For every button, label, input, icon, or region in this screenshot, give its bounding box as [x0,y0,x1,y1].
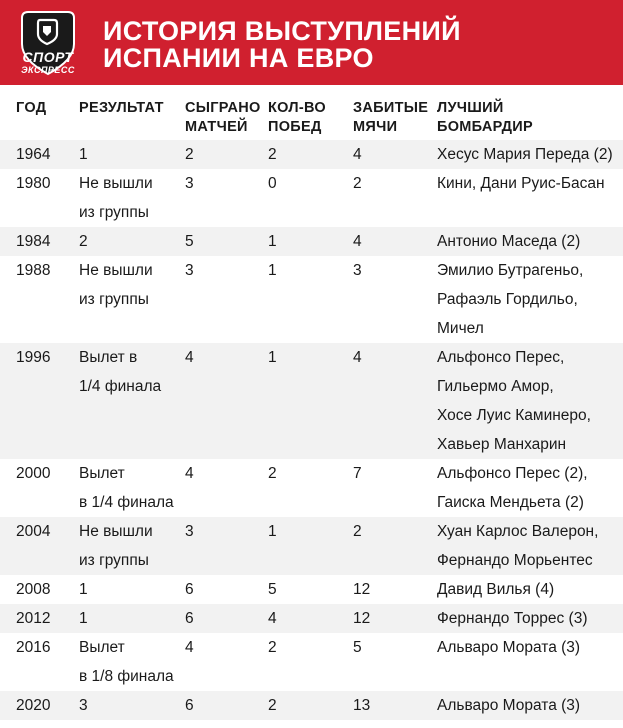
cell-year: 1964 [16,146,51,163]
cell-goals: 12 [353,581,371,598]
cell-goals: 4 [353,233,362,250]
cell-top-scorer-line: Антонио Маседа (2) [437,233,581,250]
table-row [0,256,623,343]
cell-matches-played: 6 [185,610,194,627]
cell-year: 1988 [16,262,51,279]
cell-top-scorer [437,633,580,662]
cell-goals: 7 [353,465,362,482]
cell-wins: 1 [268,523,277,540]
cell-goals: 2 [353,175,362,192]
cell-year: 2008 [16,581,51,598]
cell-top-scorer [437,169,605,198]
cell-result-line: 1 [79,610,88,627]
cell-result [79,169,153,227]
logo-text-sport: СПОРТ [22,49,74,65]
cell-top-scorer-line: Эмилио Бутрагеньо, [437,262,584,279]
cell-top-scorer-line: Альфонсо Перес (2), [437,465,588,482]
column-header-line: РЕЗУЛЬТАТ [79,100,164,116]
cell-wins: 1 [268,349,277,366]
cell-matches-played: 3 [185,262,194,279]
cell-result-line: Не вышли [79,262,153,279]
cell-result [79,140,88,169]
cell-top-scorer [437,575,554,604]
cell-result-line: из группы [79,552,149,569]
cell-result-line: в 1/4 финала [79,494,174,511]
cell-top-scorer [437,256,583,343]
table-row [0,575,623,604]
cell-result-line: 1 [79,581,88,598]
cell-top-scorer-line: Рафаэль Гордильо, [437,291,578,308]
cell-matches-played: 4 [185,465,194,482]
cell-wins: 4 [268,610,277,627]
cell-matches-played: 3 [185,175,194,192]
cell-top-scorer-line: Фернандо Торрес (3) [437,610,588,627]
column-header-played [185,99,261,137]
header-banner [0,0,623,85]
cell-top-scorer [437,227,580,256]
cell-result-line: Не вышли [79,175,153,192]
cell-matches-played: 4 [185,639,194,656]
cell-wins: 0 [268,175,277,192]
cell-result-line: в 1/8 финала [79,668,174,685]
table-row [0,140,623,169]
column-header-line: СЫГРАНО [185,100,261,116]
cell-top-scorer-line: Хесус Мария Переда (2) [437,146,613,163]
cell-top-scorer-line: Давид Вилья (4) [437,581,555,598]
table-row [0,691,623,720]
column-header-line: МАТЧЕЙ [185,119,248,135]
column-header-result [79,99,164,118]
cell-goals: 13 [353,697,371,714]
cell-year: 2004 [16,523,51,540]
table-row [0,343,623,459]
cell-wins: 1 [268,262,277,279]
cell-goals: 5 [353,639,362,656]
column-header-wins [268,99,326,137]
cell-result-line: из группы [79,204,149,221]
table-body [0,140,623,720]
cell-result [79,633,174,691]
cell-top-scorer-line: Кини, Дани Руис-Басан [437,175,605,192]
cell-result-line: 1 [79,146,88,163]
cell-matches-played: 5 [185,233,194,250]
column-header-line: ЛУЧШИЙ [437,100,504,116]
cell-top-scorer-line: Альваро Мората (3) [437,639,581,656]
cell-result [79,575,88,604]
cell-matches-played: 6 [185,581,194,598]
cell-wins: 2 [268,465,277,482]
cell-result [79,691,88,720]
cell-top-scorer-line: Хавьер Манхарин [437,436,567,453]
cell-result-line: Вылет [79,639,125,656]
page-title [103,18,461,72]
cell-result-line: 3 [79,697,88,714]
column-header-line: БОМБАРДИР [437,119,534,135]
cell-top-scorer-line: Хосе Луис Каминеро, [437,407,591,424]
cell-top-scorer-line: Гильермо Амор, [437,378,554,395]
table-row [0,604,623,633]
cell-result [79,459,174,517]
cell-top-scorer-line: Гаиска Мендьета (2) [437,494,584,511]
cell-wins: 2 [268,697,277,714]
cell-matches-played: 3 [185,523,194,540]
cell-year: 2000 [16,465,51,482]
cell-goals: 4 [353,349,362,366]
cell-top-scorer-line: Мичел [437,320,484,337]
cell-result-line: Вылет в [79,349,138,366]
column-header-line: КОЛ-ВО [268,100,326,116]
column-header-year [16,99,46,118]
cell-matches-played: 2 [185,146,194,163]
cell-result-line: Не вышли [79,523,153,540]
cell-result [79,227,88,256]
cell-wins: 2 [268,639,277,656]
cell-top-scorer [437,343,591,459]
cell-top-scorer [437,691,580,720]
cell-top-scorer [437,604,587,633]
cell-goals: 12 [353,610,371,627]
cell-top-scorer-line: Фернандо Морьентес [437,552,593,569]
cell-top-scorer [437,459,588,517]
cell-matches-played: 4 [185,349,194,366]
cell-goals: 2 [353,523,362,540]
cell-wins: 5 [268,581,277,598]
cell-year: 1996 [16,349,51,366]
table-row [0,227,623,256]
cell-year: 1980 [16,175,51,192]
cell-result-line: Вылет [79,465,125,482]
cell-wins: 2 [268,146,277,163]
cell-goals: 3 [353,262,362,279]
table-row [0,633,623,691]
sport-express-logo [10,10,86,76]
cell-wins: 1 [268,233,277,250]
column-header-line: МЯЧИ [353,119,398,135]
cell-year: 2012 [16,610,51,627]
cell-year: 2016 [16,639,51,656]
cell-top-scorer [437,517,598,575]
cell-result [79,343,161,401]
title-line-2: ИСПАНИИ НА ЕВРО [103,43,374,73]
cell-top-scorer [437,140,613,169]
cell-top-scorer-line: Альваро Мората (3) [437,697,581,714]
cell-goals: 4 [353,146,362,163]
column-header-line: ЗАБИТЫЕ [353,100,429,116]
cell-result [79,517,153,575]
column-header-line: ПОБЕД [268,119,322,135]
table-row [0,517,623,575]
column-header-scorer [437,99,533,137]
table-header [0,85,623,140]
table-row [0,459,623,517]
cell-result-line: 2 [79,233,88,250]
cell-matches-played: 6 [185,697,194,714]
cell-year: 1984 [16,233,51,250]
table-row [0,169,623,227]
column-header-line: ГОД [16,100,47,116]
title-line-1: ИСТОРИЯ ВЫСТУПЛЕНИЙ [103,16,461,46]
logo-text-express: ЭКСПРЕСС [21,65,75,75]
column-header-goals [353,99,428,137]
cell-result-line: из группы [79,291,149,308]
cell-result [79,604,88,633]
cell-top-scorer-line: Хуан Карлос Валерон, [437,523,599,540]
cell-top-scorer-line: Альфонсо Перес, [437,349,565,366]
cell-year: 2020 [16,697,51,714]
cell-result-line: 1/4 финала [79,378,162,395]
cell-result [79,256,153,314]
